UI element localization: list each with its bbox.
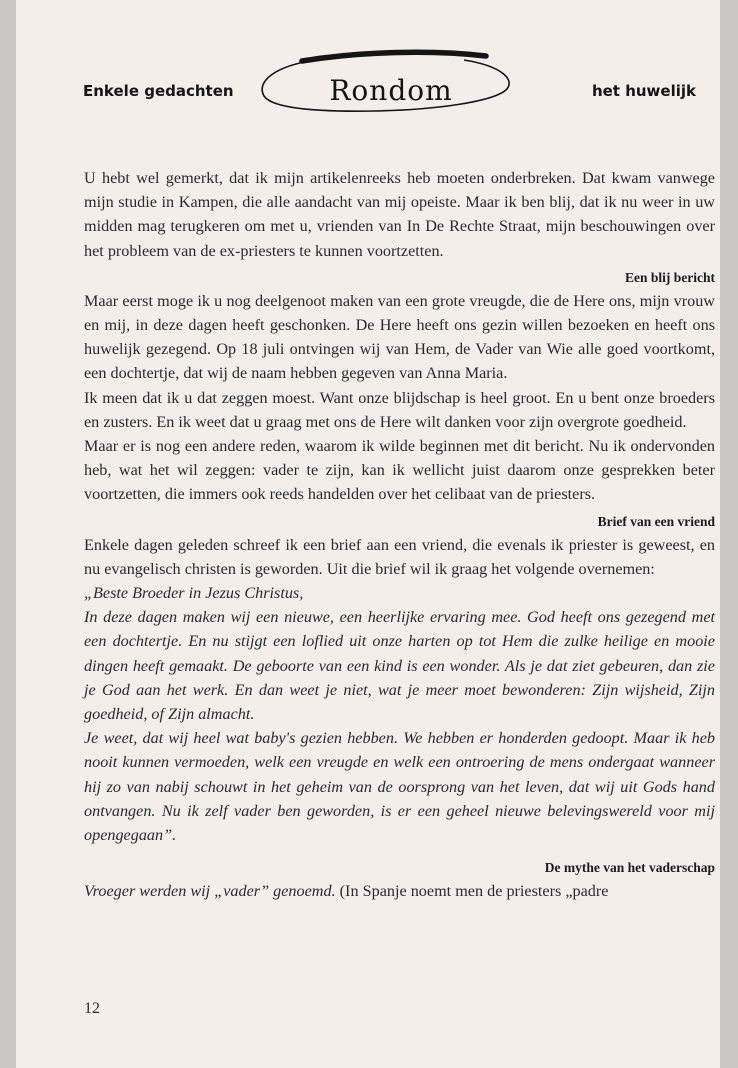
article-header (16, 0, 720, 140)
section-heading-blij-bericht: Een blij bericht (625, 269, 715, 285)
document-page (16, 0, 720, 1068)
paragraph-5 (84, 879, 715, 903)
section-heading-brief: Brief van een vriend (597, 513, 715, 529)
paragraph-2: Ik meen dat ik u dat zeggen moest. Want onze blijdschap is heel groot. En u bent onze broeders en zusters. En ik weet dat u graag met ons de Here wilt danken voor zijn overgrote goedheid. (84, 388, 715, 431)
paragraph-5-rest: (In Spanje noemt men de priesters „padre (335, 882, 609, 901)
header-left-text: Enkele gedachten (83, 82, 234, 100)
letter-salutation: „Beste Broeder in Jezus Christus, (84, 584, 304, 603)
letter-paragraph-2: Je weet, dat wij heel wat baby's gezien hebben. We hebben er honderden gedoopt. Maar ik heb nooit kunnen vermoeden, welk een vreugde en welk een ontroering de mens ondergaat wanneer hij zo van nabij schouwt in het geheim van de oorsprong van het leven, dat wij uit Gods hand ontvangen. Nu ik zelf vader ben geworden, is er een geheel nieuwe belevingswereld voor mij opengegaan”. (84, 729, 715, 845)
letter-paragraph-1: In deze dagen maken wij een nieuwe, een heerlijke ervaring mee. God heeft ons gezegend met een dochtertje. En nu stijgt een loflied uit onze harten op tot Hem die zulke heilige en mooie dingen heeft gemaakt. De geboorte van een kind is een wonder. Als je dat ziet gebeuren, dan zie je God aan het werk. En dan weet je niet, wat je meer moet bewonderen: Zijn wijsheid, Zijn goedheid, of Zijn almacht. (84, 608, 715, 724)
paragraph-4: Enkele dagen geleden schreef ik een brief aan een vriend, die evenals ik priester is geweest, en nu evangelisch christen is geworden. Uit die brief wil ik graag het volgende overnemen: (84, 535, 715, 578)
paragraph-1: Maar eerst moge ik u nog deelgenoot maken van een grote vreugde, die de Here ons, mijn vrouw en mij, in deze dagen heeft geschonken. De Here heeft ons gezin willen bezoeken en heeft ons huwelijk gezegend. Op 18 juli ontvingen wij van Hem, de Vader van Wie alle goed voortkomt, een dochtertje, dat wij de naam hebben gegeven van Anna Maria. (84, 291, 715, 383)
section-heading-mythe: De mythe van het vaderschap (544, 860, 715, 876)
header-title: Rondom (329, 74, 453, 107)
paragraph-5-italic: Vroeger werden wij „vader” genoemd. (84, 882, 336, 901)
paragraph-3: Maar er is nog een andere reden, waarom ik wilde beginnen met dit bericht. Nu ik ondervonden heb, wat het wil zeggen: vader te zijn, kan ik wellicht juist daarom onze gesprekken beter voortzetten, die immers ook reeds handelden over het celibaat van de priesters. (84, 437, 715, 504)
paragraph-intro: U hebt wel gemerkt, dat ik mijn artikelenreeks heb moeten onderbreken. Dat kwam vanwege mijn studie in Kampen, die alle aandacht van mij opeiste. Maar ik ben blij, dat ik nu weer in uw midden mag terugkeren om met u, vrienden van In De Rechte Straat, mijn beschouwingen over het probleem van de ex-priesters te kunnen voortzetten. (84, 169, 715, 260)
page-number: 12 (84, 1000, 100, 1017)
header-right-text: het huwelijk (591, 82, 696, 100)
article-body (84, 166, 715, 903)
